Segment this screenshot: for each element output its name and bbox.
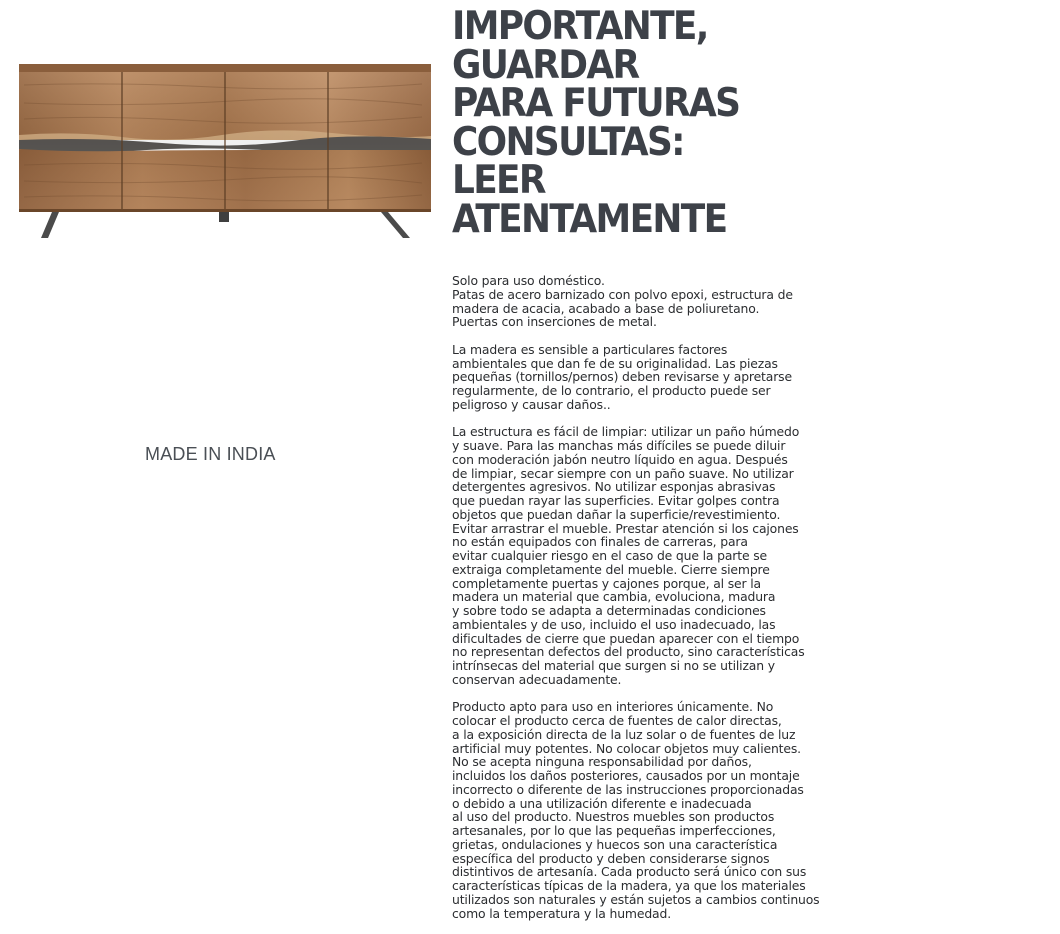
text-line: específica del producto y deben considerarse signos — [452, 850, 770, 866]
sideboard-illustration — [12, 55, 438, 245]
text-line: madera de acacia, acabado a base de poliuretano. — [452, 300, 760, 316]
text-line: incorrecto o diferente de las instrucciones proporcionadas — [452, 781, 804, 797]
title-line: IMPORTANTE, — [452, 4, 708, 49]
leg-center — [219, 212, 229, 222]
text-line: conservan adecuadamente. — [452, 671, 622, 687]
text-line: La madera es sensible a particulares factores — [452, 341, 728, 357]
text-line: pequeñas (tornillos/pernos) deben revisarse y apretarse — [452, 369, 792, 385]
made-in-label: MADE IN INDIA — [145, 444, 276, 464]
text-line: No se acepta ninguna responsabilidad por daños, — [452, 754, 752, 770]
text-line: intrínsecas del material que surgen si no se utilizan y — [452, 658, 775, 673]
instructions-text — [452, 274, 872, 934]
paragraph-cleaning — [452, 425, 872, 686]
leg-left — [41, 212, 59, 238]
text-line: con moderación jabón neutro líquido en agua. Después — [452, 451, 788, 467]
text-line: ambientales y de uso, incluido el uso inadecuado, las — [452, 616, 776, 632]
text-line: de limpiar, secar siempre con un paño suave. No utilizar — [452, 465, 794, 481]
text-line: o debido a una utilización diferente e inadecuada — [452, 795, 752, 811]
text-line: completamente puertas y cajones porque, al ser la — [452, 575, 761, 591]
text-line: colocar el producto cerca de fuentes de calor directas, — [452, 713, 782, 728]
text-line: características típicas de la madera, ya que los materiales — [452, 878, 806, 893]
text-line: Puertas con inserciones de metal. — [452, 314, 657, 330]
text-line: a la exposición directa de la luz solar o de fuentes de luz — [452, 726, 796, 742]
text-line: Patas de acero barnizado con polvo epoxi, estructura de — [452, 286, 793, 302]
paragraph-indoor-use — [452, 700, 872, 920]
paragraph-usage — [452, 274, 872, 329]
sideboard-top — [19, 64, 431, 72]
title-line: PARA FUTURAS — [452, 81, 740, 126]
text-line: artesanales, por lo que las pequeñas imperfecciones, — [452, 823, 776, 838]
leg-right — [381, 212, 410, 238]
text-line: Solo para uso doméstico. — [452, 273, 605, 288]
sideboard-product-image — [12, 55, 438, 245]
title-line: LEER — [452, 158, 545, 203]
text-line: Producto apto para uso en interiores únicamente. No — [452, 699, 774, 715]
text-line: y sobre todo se adapta a determinadas condiciones — [452, 603, 766, 618]
page-title — [452, 4, 820, 242]
text-line: grietas, ondulaciones y huecos son una característica — [452, 836, 778, 852]
text-line: regularmente, de lo contrario, el producto puede ser — [452, 383, 771, 398]
text-line: como la temperatura y la humedad. — [452, 905, 671, 921]
text-line: peligroso y causar daños.. — [452, 396, 611, 412]
text-line: dificultades de cierre que puedan aparecer con el tiempo — [452, 630, 800, 646]
sideboard-base-edge — [19, 209, 431, 212]
title-line: GUARDAR — [452, 42, 639, 88]
text-line: no están equipados con finales de carreras, para — [452, 534, 748, 550]
text-line: no representan defectos del producto, sino características — [452, 644, 805, 660]
text-line: Evitar arrastrar el mueble. Prestar atención si los cajones — [452, 520, 799, 536]
title-line: ATENTAMENTE — [452, 196, 727, 242]
text-line: extraiga completamente del mueble. Cierre siempre — [452, 561, 770, 577]
text-line: y suave. Para las manchas más difíciles se puede diluir — [452, 438, 786, 453]
text-line: madera un material que cambia, evoluciona, madura — [452, 589, 776, 605]
text-line: distintivos de artesanía. Cada producto será único con sus — [452, 864, 807, 880]
text-line: La estructura es fácil de limpiar: utilizar un paño húmedo — [452, 424, 800, 440]
text-line: objetos que puedan dañar la superficie/revestimiento. — [452, 506, 781, 522]
title-line: CONSULTAS: — [452, 119, 684, 165]
text-line: detergentes agresivos. No utilizar esponjas abrasivas — [452, 479, 776, 495]
text-line: que puedan rayar las superficies. Evitar golpes contra — [452, 493, 780, 508]
paragraph-wood-sensitivity — [452, 343, 872, 412]
text-line: ambientales que dan fe de su originalidad. Las piezas — [452, 355, 778, 371]
text-line: utilizados son naturales y están sujetos a cambios continuos — [452, 891, 820, 907]
text-line: evitar cualquier riesgo en el caso de que la parte se — [452, 548, 767, 563]
text-line: artificial muy potentes. No colocar objetos muy calientes. — [452, 740, 801, 756]
text-line: al uso del producto. Nuestros muebles son productos — [452, 809, 775, 825]
text-line: incluidos los daños posteriores, causados por un montaje — [452, 768, 800, 783]
